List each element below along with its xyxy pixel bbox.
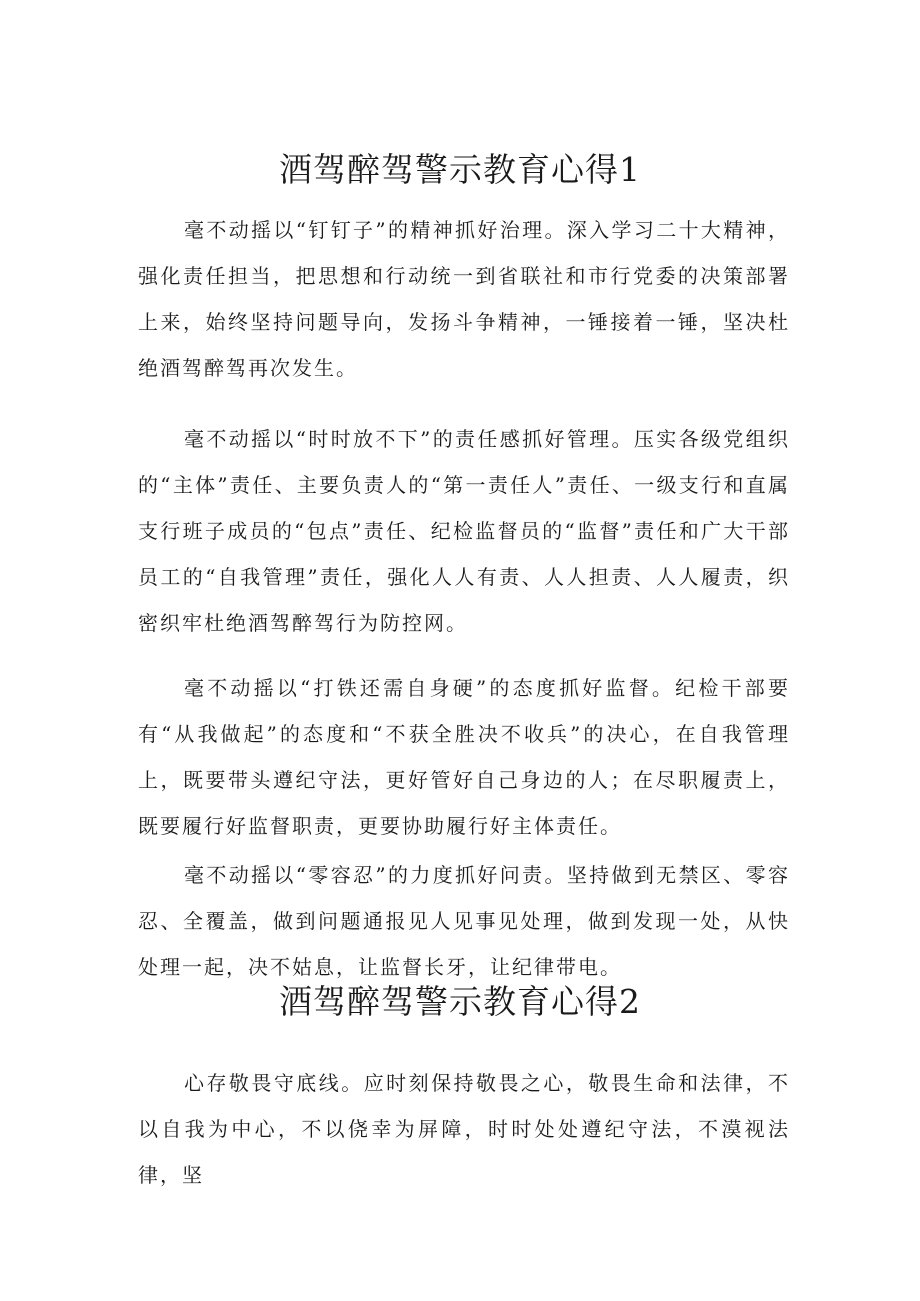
section-1-paragraph-2: 毫不动摇以“时时放不下”的责任感抓好管理。压实各级党组织的“主体”责任、主要负责人的“第一责任人”责任、一级支行和直属支行班子成员的“包点”责任、纪检监督员的“监督”责任和广大干部员工的“自我管理”责任，强化人人有责、人人担责、人人履责，织密织牢杜绝酒驾醉驾行为防控网。: [138, 427, 790, 635]
section-1-paragraph-1: 毫不动摇以“钉钉子”的精神抓好治理。深入学习二十大精神，强化责任担当，把思想和行动统一到省联社和市行党委的决策部署上来，始终坚持问题导向，发扬斗争精神，一锤接着一锤，坚决杜绝酒驾醉驾再次发生。: [138, 218, 790, 380]
section-1-paragraph-3: 毫不动摇以“打铁还需自身硬”的态度抓好监督。纪检干部要有“从我做起”的态度和“不获全胜决不收兵”的决心，在自我管理上，既要带头遵纪守法，更好管好自己身边的人；在尽职履责上，既要履行好监督职责，更要协助履行好主体责任。: [138, 676, 790, 838]
section-2-title: 酒驾醉驾警示教育心得2: [279, 982, 641, 1021]
section-1-paragraph-4: 毫不动摇以“零容忍”的力度抓好问责。坚持做到无禁区、零容忍、全覆盖，做到问题通报见人见事见处理，做到发现一处，从快处理一起，决不姑息，让监督长牙，让纪律带电。: [138, 863, 790, 979]
section-2-paragraph-1: 心存敬畏守底线。应时刻保持敬畏之心，敬畏生命和法律，不以自我为中心，不以侥幸为屏障，时时处处遵纪守法，不漠视法律，坚: [138, 1071, 790, 1187]
section-1-title: 酒驾醉驾警示教育心得1: [279, 150, 641, 189]
